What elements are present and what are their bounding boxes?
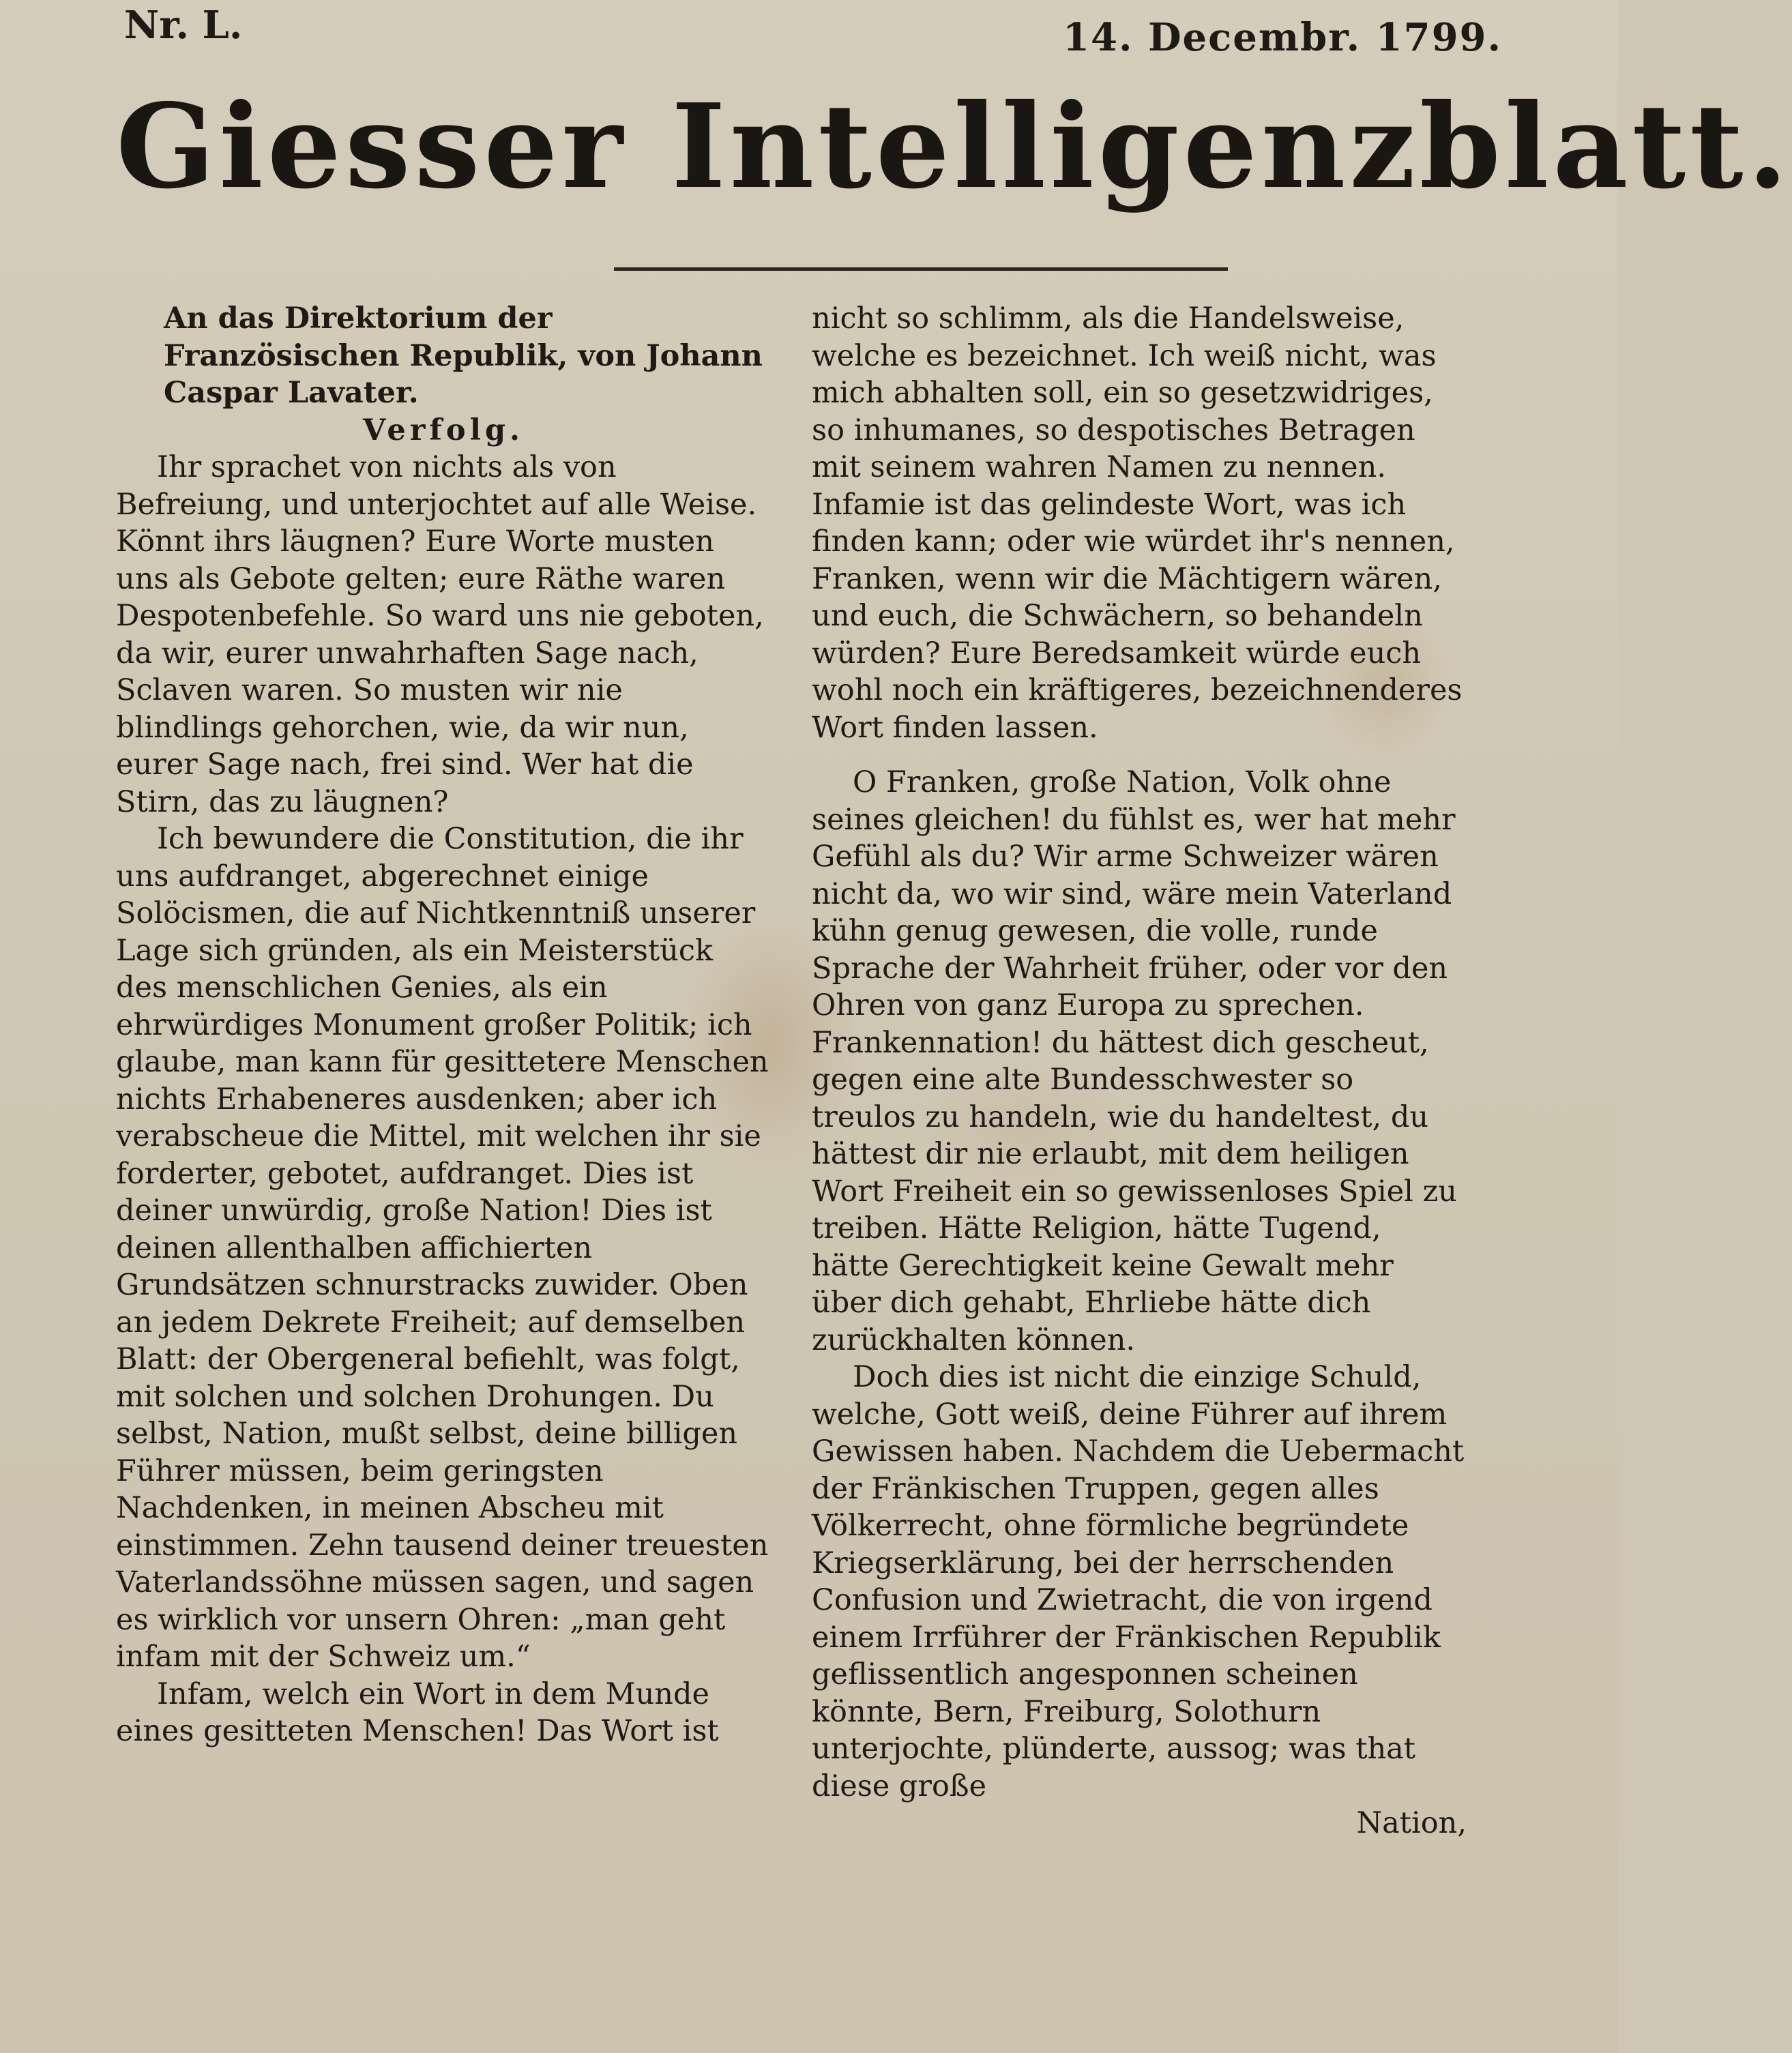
masthead-title: Giesser Intelligenzblatt. — [116, 78, 1792, 215]
right-column — [812, 300, 1467, 1842]
issue-date: 14. Decembr. 1799. — [1063, 15, 1502, 60]
paragraph-gap — [812, 746, 1467, 764]
paragraph: Ihr sprachet von nichts als von Befreiung, und unterjochtet auf alle Weise. Könnt ihrs läugnen? Eure Worte musten uns als Gebote gelten; eure Räthe waren Despotenbefehle. So ward uns nie geboten, da wir, eurer unwahrhaften Sage nach, Sclaven waren. So musten wir nie blindlings gehorchen, wie, da wir nun, eurer Sage nach, frei sind. Wer hat die Stirn, das zu läugnen? — [116, 450, 764, 819]
catchword: Nation, — [1356, 1806, 1467, 1840]
paragraph: Ich bewundere die Constitution, die ihr uns aufdranget, abgerechnet einige Solöcismen, die auf Nichtkenntniß unserer Lage sich gründen, als ein Meisterstück des menschlichen Genies, als ein ehrwürdiges Monument großer Politik; ich glaube, man kann für gesittetere Menschen nichts Erhabeneres ausdenken; aber ich verabscheue die Mittel, mit welchen ihr sie forderter, gebotet, aufdranget. Dies ist deiner unwürdig, große Nation! Dies ist deinen allenthalben affichierten Grundsätzen schnurstracks zuwider. Oben an jedem Dekrete Freiheit; auf demselben Blatt: der Obergeneral befiehlt, was folgt, mit solchen und solchen Drohungen. Du selbst, Nation, mußt selbst, deine billigen Führer müssen, beim geringsten Nachdenken, in meinen Abscheu mit einstimmen. Zehn tausend deiner treuesten Vaterlandssöhne müssen sagen, und sagen es wirklich vor unsern Ohren: „man geht infam mit der Schweiz um.“ — [116, 822, 769, 1674]
article-subheading: Verfolg. — [363, 413, 524, 447]
left-column — [116, 300, 771, 1750]
article-headline: An das Direktorium der Französischen Republik, von Johann Caspar Lavater. — [164, 301, 763, 410]
paragraph: nicht so schlimm, als die Handelsweise, welche es bezeichnet. Ich weiß nicht, was mich abhalten soll, ein so gesetzwidriges, so inhumanes, so despotisches Betragen mit seinem wahren Namen zu nennen. Infamie ist das gelindeste Wort, was ich finden kann; oder wie würdet ihr's nennen, Franken, wenn wir die Mächtigern wären, und euch, die Schwächern, so behandeln würden? Eure Beredsamkeit würde euch wohl noch ein kräftigeres, bezeichnenderes Wort finden lassen. — [812, 301, 1463, 745]
issue-number: Nr. L. — [124, 3, 243, 48]
paragraph: Doch dies ist nicht die einzige Schuld, welche, Gott weiß, deine Führer auf ihrem Gewissen haben. Nachdem die Uebermacht der Fränkischen Truppen, gegen alles Völkerrecht, ohne förmliche begründete Kriegserklärung, bei der herrschenden Confusion und Zwietracht, die von irgend einem Irrführer der Fränkischen Republik geflissentlich angesponnen scheinen könnte, Bern, Freiburg, Solothurn unterjochte, plünderte, aussog; was that diese große — [812, 1360, 1465, 1803]
paragraph: Infam, welch ein Wort in dem Munde eines gesitteten Menschen! Das Wort ist — [116, 1677, 719, 1748]
masthead-divider — [614, 267, 1228, 271]
paragraph: O Franken, große Nation, Volk ohne seines gleichen! du fühlst es, wer hat mehr Gefühl als du? Wir arme Schweizer wären nicht da, wo wir sind, wäre mein Vaterland kühn genug gewesen, die volle, runde Sprache der Wahrheit früher, oder vor den Ohren von ganz Europa zu sprechen. Frankennation! du hättest dich gescheut, gegen eine alte Bundesschwester so treulos zu handeln, wie du handeltest, du hättest dir nie erlaubt, mit dem heiligen Wort Freiheit ein so gewissenloses Spiel zu treiben. Hätte Religion, hätte Tugend, hätte Gerechtigkeit keine Gewalt mehr über dich gehabt, Ehrliebe hätte dich zurückhalten können. — [812, 765, 1457, 1357]
